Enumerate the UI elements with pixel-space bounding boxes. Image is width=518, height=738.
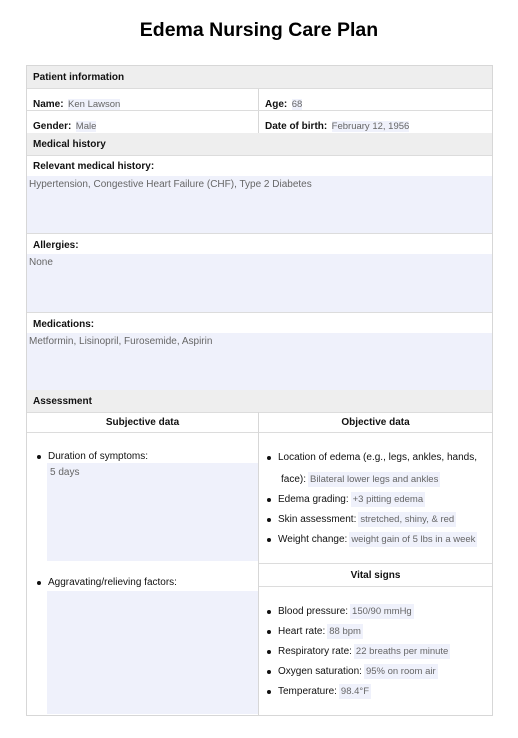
name-label: Name: — [33, 99, 64, 110]
duration-field[interactable]: 5 days — [47, 463, 258, 561]
section-medical-history: Medical history — [27, 133, 492, 155]
allergies-label: Allergies: — [33, 240, 79, 251]
o2-value[interactable]: 95% on room air — [365, 666, 436, 677]
assessment-header-rule — [27, 432, 492, 433]
vital-signs-top-rule — [259, 563, 492, 564]
bullet-dot — [267, 456, 271, 460]
gender-label: Gender: — [33, 121, 72, 132]
location-item — [267, 452, 477, 463]
bullet-dot — [267, 610, 271, 614]
bp-item — [267, 604, 414, 619]
location-label: Location of edema (e.g., legs, ankles, hands, — [278, 452, 478, 463]
section-patient-information: Patient information — [27, 66, 492, 88]
aggravating-label: Aggravating/relieving factors: — [48, 577, 177, 588]
dob-label: Date of birth: — [265, 121, 328, 132]
age-label: Age: — [265, 99, 288, 110]
temp-label: Temperature: — [278, 686, 337, 697]
temp-item — [267, 684, 371, 699]
row-name-age — [27, 88, 492, 110]
age-value: 68 — [291, 99, 303, 110]
page-title: Edema Nursing Care Plan — [139, 19, 379, 41]
aggravating-field[interactable] — [47, 591, 258, 714]
skin-value[interactable]: stretched, shiny, & red — [360, 514, 455, 525]
grading-label: Edema grading: — [278, 494, 349, 505]
bullet-dot — [37, 581, 41, 585]
medications-field[interactable]: Metformin, Lisinopril, Furosemide, Aspirin — [27, 333, 492, 390]
bullet-dot — [267, 670, 271, 674]
vital-signs-header-rule — [259, 586, 492, 587]
o2-item — [267, 664, 438, 679]
gender-value: Male — [75, 121, 97, 132]
weight-item — [267, 532, 477, 547]
o2-label: Oxygen saturation: — [278, 666, 362, 677]
allergies-field[interactable]: None — [27, 254, 492, 312]
skin-label: Skin assessment: — [278, 514, 357, 525]
temp-value[interactable]: 98.4°F — [340, 686, 370, 697]
relevant-history-label: Relevant medical history: — [33, 161, 155, 172]
grading-value[interactable]: +3 pitting edema — [352, 494, 424, 505]
location-label-cont: face): — [281, 474, 307, 485]
bullet-dot — [267, 518, 271, 522]
row-medications-label — [27, 312, 492, 333]
row-relevant-history-label — [27, 155, 492, 176]
assessment-top-rule — [27, 412, 492, 413]
hr-item — [267, 624, 363, 639]
assessment-column-divider — [258, 412, 259, 716]
aggravating-item — [37, 577, 177, 588]
rr-label: Respiratory rate: — [278, 646, 352, 657]
bullet-dot — [37, 455, 41, 459]
dob-field[interactable] — [265, 116, 409, 134]
name-value: Ken Lawson — [68, 99, 121, 110]
dob-value: February 12, 1956 — [331, 121, 410, 132]
vital-signs-heading: Vital signs — [350, 570, 401, 581]
row-gender-dob — [27, 110, 492, 132]
duration-label: Duration of symptoms: — [48, 451, 149, 462]
bullet-dot — [267, 650, 271, 654]
rr-item — [267, 644, 450, 659]
hr-label: Heart rate: — [278, 626, 326, 637]
relevant-history-field[interactable]: Hypertension, Congestive Heart Failure (CHF), Type 2 Diabetes — [27, 176, 492, 233]
row-allergies-label — [27, 233, 492, 254]
bullet-dot — [267, 630, 271, 634]
care-plan-form — [26, 65, 493, 716]
grading-item — [267, 492, 425, 507]
rr-value[interactable]: 22 breaths per minute — [355, 646, 449, 657]
bp-value[interactable]: 150/90 mmHg — [352, 606, 412, 617]
gender-field[interactable] — [33, 116, 96, 134]
weight-value[interactable]: weight gain of 5 lbs in a week — [351, 534, 476, 545]
objective-data-heading: Objective data — [341, 417, 410, 428]
bp-label: Blood pressure: — [278, 606, 349, 617]
bullet-dot — [267, 498, 271, 502]
medications-label: Medications: — [33, 319, 95, 330]
duration-item — [37, 451, 148, 462]
skin-item — [267, 512, 456, 527]
weight-label: Weight change: — [278, 534, 348, 545]
hr-value[interactable]: 88 bpm — [329, 626, 361, 637]
location-value[interactable]: Bilateral lower legs and ankles — [310, 474, 439, 485]
location-continued — [281, 472, 440, 487]
bullet-dot — [267, 538, 271, 542]
section-assessment: Assessment — [27, 390, 492, 412]
subjective-data-heading: Subjective data — [105, 417, 180, 428]
bullet-dot — [267, 690, 271, 694]
